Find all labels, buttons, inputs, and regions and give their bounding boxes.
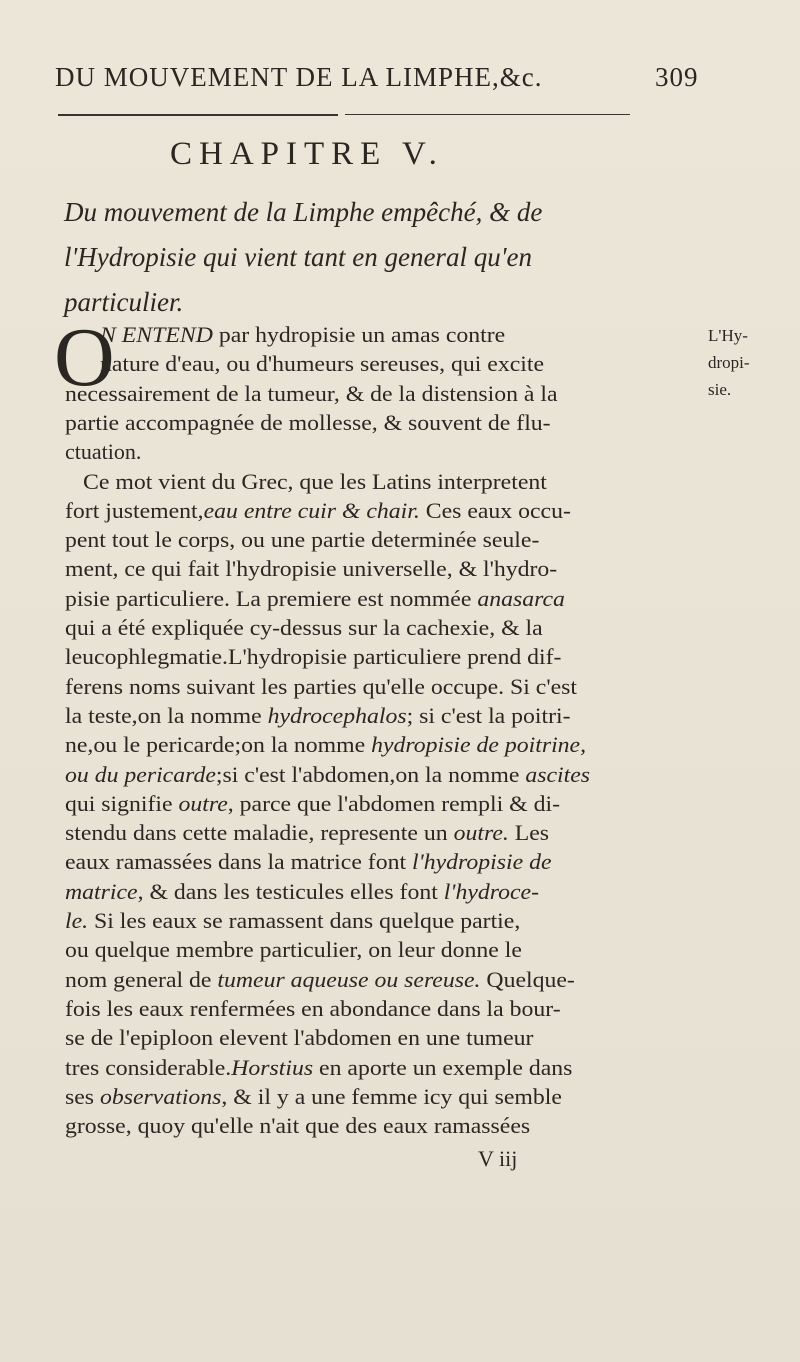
text-run: observations (99, 1083, 222, 1109)
text-run: hydrocephalos (267, 702, 407, 728)
text-run: ses (65, 1083, 100, 1109)
signature-mark: V iij (478, 1146, 518, 1171)
text-run: Les (508, 820, 550, 846)
text-run: eau entre cuir & chair. (203, 497, 420, 523)
chapter-heading: CHAPITRE V. (170, 136, 444, 172)
header-rule-right (345, 114, 630, 115)
text-line (65, 410, 551, 436)
subtitle-line: particulier. (64, 287, 184, 317)
text-line (65, 1084, 562, 1110)
text-line (65, 791, 560, 817)
text-line (65, 996, 561, 1022)
text-run: grosse, quoy qu'elle n'ait que des eaux ramassées (65, 1113, 531, 1139)
text-line (83, 469, 547, 495)
text-line (65, 820, 549, 846)
text-run: outre (178, 790, 228, 816)
text-line (65, 732, 586, 758)
text-line (65, 1025, 533, 1051)
text-run: Ce mot vient du Grec, que les Latins interpretent (83, 468, 547, 494)
text-line (65, 703, 571, 729)
text-line (65, 615, 543, 641)
page-number: 309 (655, 62, 699, 92)
text-run: ctuation. (65, 439, 142, 465)
text-run: nom general de (65, 966, 218, 992)
text-run: partie accompagnée de mollesse, & souvent de flu- (65, 409, 551, 435)
text-run: Si les eaux se ramassent dans quelque partie, (88, 908, 521, 933)
text-run: pent tout le corps, ou une partie determinée seule- (65, 527, 540, 553)
text-run: qui a été expliquée cy-dessus sur la cachexie, & la (65, 615, 543, 640)
text-run: ascites (525, 761, 591, 787)
margin-note-line: dropi- (708, 353, 750, 372)
text-line (65, 937, 522, 963)
text-run: ment, ce qui fait l'hydropisie universelle, & l'hydro- (65, 556, 558, 582)
text-run: anasarca (477, 585, 565, 611)
margin-note (708, 322, 750, 403)
text-run: ferens noms suivant les parties qu'elle occupe. Si c'est (65, 673, 578, 699)
text-line (65, 967, 575, 993)
text-run: Ces eaux occu- (419, 497, 571, 523)
text-run: stendu dans cette maladie, represente un (65, 820, 454, 846)
text-run: l'hydropisie de (412, 849, 552, 875)
text-line (65, 849, 552, 875)
text-run: le. (65, 908, 89, 933)
text-run: leucophlegmatie.L'hydropisie particuliere prend dif- (65, 644, 562, 670)
text-run: en aporte un exemple dans (313, 1054, 573, 1080)
text-line (65, 908, 520, 934)
text-line (65, 381, 558, 407)
text-run: par hydropisie un amas contre (212, 322, 506, 347)
text-run: necessairement de la tumeur, & de la distension à la (65, 380, 558, 406)
subtitle-line: l'Hydropisie qui vient tant en general qu'en (64, 242, 532, 272)
text-line (65, 644, 561, 670)
text-run: tres considerable. (65, 1054, 232, 1080)
text-run: eaux ramassées dans la matrice font (65, 849, 413, 875)
text-line (65, 1113, 530, 1139)
text-line (100, 322, 505, 348)
text-line (65, 586, 565, 612)
text-line (65, 762, 590, 788)
text-run: ; si c'est la poitri- (406, 702, 571, 728)
chapter-subtitle (64, 190, 704, 325)
text-line (65, 527, 539, 553)
text-run: outre. (453, 820, 509, 846)
text-line (100, 351, 544, 377)
subtitle-line: Du mouvement de la Limphe empêché, & de (64, 197, 543, 227)
text-line (65, 674, 577, 700)
margin-note-line: L'Hy- (708, 326, 748, 345)
text-run: fois les eaux renfermées en abondance dans la bour- (65, 995, 561, 1021)
text-run: ou du pericarde (65, 761, 216, 787)
text-run: l'hydroce- (443, 878, 540, 904)
text-run: qui signifie (65, 790, 179, 816)
text-run: ;si c'est l'abdomen,on la nomme (215, 761, 526, 787)
text-run: matrice (65, 878, 138, 904)
running-head (55, 62, 755, 93)
text-run: se de l'epiploon elevent l'abdomen en une tumeur (65, 1025, 534, 1051)
text-line (65, 498, 571, 524)
text-run: hydropisie de poitrine, (371, 732, 587, 758)
text-run: pisie particuliere. La premiere est nommée (65, 585, 478, 611)
text-run: la teste,on la nomme (65, 702, 268, 728)
text-run: N ENTEND (100, 322, 213, 347)
text-run: tumeur aqueuse ou sereuse. (217, 966, 481, 992)
text-run: ne,ou le pericarde;on la nomme (65, 732, 372, 758)
margin-note-line: sie. (708, 380, 732, 399)
text-line (65, 556, 557, 582)
text-line (65, 879, 539, 905)
text-run: Quelque- (480, 966, 575, 992)
text-run: , & il y a une femme icy qui semble (221, 1083, 562, 1109)
text-run: Horstius (231, 1054, 314, 1080)
text-line (65, 1055, 572, 1081)
text-run: ou quelque membre particulier, on leur donne le (65, 937, 522, 963)
text-run: , parce que l'abdomen rempli & di- (227, 790, 560, 816)
text-run: fort justement, (65, 497, 204, 523)
running-head-title: DU MOUVEMENT DE LA LIMPHE,&c. (55, 62, 543, 92)
text-line (65, 439, 141, 465)
text-run: , & dans les testicules elles font (137, 878, 444, 904)
drop-cap: O (54, 311, 115, 404)
header-rule-left (58, 114, 338, 116)
text-run: nature d'eau, ou d'humeurs sereuses, qui excite (100, 351, 545, 377)
